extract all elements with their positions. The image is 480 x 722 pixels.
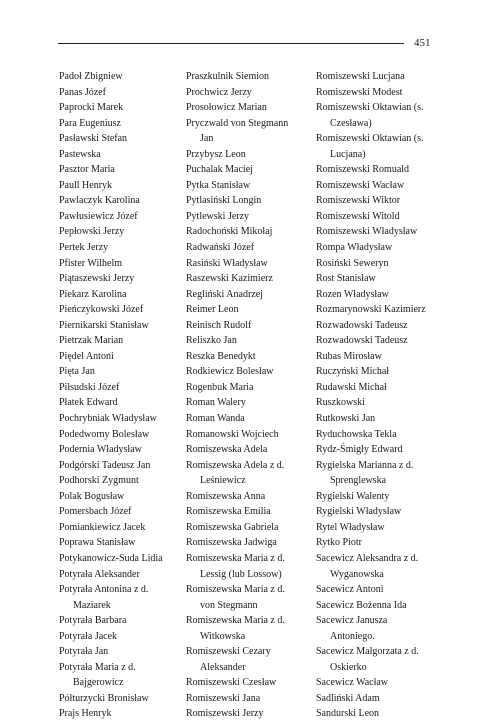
name-text: Rubas Mirosław	[316, 350, 382, 362]
name-text: Pieńczykowski Józef	[59, 304, 144, 316]
name-text: Romiszewski Oktawian (s.	[316, 102, 424, 114]
name-text: Romiszewski Witold	[316, 210, 400, 222]
name-entry	[186, 69, 324, 85]
name-entry	[186, 116, 324, 147]
name-entry	[186, 675, 324, 691]
name-text: Pawłusiewicz Józef	[59, 210, 138, 222]
name-text: Paull Henryk	[59, 179, 113, 191]
name-entry	[316, 302, 454, 318]
name-entry	[59, 535, 197, 551]
name-entry	[59, 100, 197, 116]
name-text: Rytel Władysław	[316, 521, 385, 533]
name-entry	[316, 193, 454, 209]
name-entry	[59, 271, 197, 287]
name-text: Radochoński Mikołaj	[186, 226, 273, 238]
name-text: Romiszewski Jerzy	[186, 708, 264, 720]
name-entry	[316, 178, 454, 194]
name-text: Pięta Jan	[59, 366, 95, 378]
name-continuation: Bajgerowicz	[73, 677, 124, 689]
name-entry	[59, 364, 197, 380]
name-text: Romiszewska Maria z d.	[186, 615, 285, 627]
name-entry	[59, 629, 197, 645]
name-text: Pawlaczyk Karolina	[59, 195, 140, 207]
name-entry	[186, 178, 324, 194]
name-text: Sacewicz Janusza	[316, 615, 388, 627]
name-text: Pasztor Maria	[59, 164, 115, 176]
name-text: Podgórski Tadeusz Jan	[59, 459, 151, 471]
name-text: Pytlewski Jerzy	[186, 210, 250, 222]
name-entry	[186, 147, 324, 163]
name-entry	[316, 489, 454, 505]
name-text: Poprawa Stanisław	[59, 537, 136, 549]
name-text: Rozen Władysław	[316, 288, 389, 300]
name-text: Rygielska Marianna z d.	[316, 459, 414, 471]
name-text: Romiszewska Emilia	[186, 506, 271, 518]
name-entry	[186, 380, 324, 396]
name-entry	[316, 691, 454, 707]
name-continuation: Antoniego.	[330, 630, 375, 642]
name-text: Ruczyński Michał	[316, 366, 390, 378]
name-text: Romiszewski Romuald	[316, 164, 410, 176]
name-entry	[316, 364, 454, 380]
name-text: Rozmarynowski Kazimierz	[316, 304, 426, 316]
name-entry	[59, 209, 197, 225]
name-text: Romiszewski Lucjana	[316, 71, 405, 82]
name-text: Rosiński Seweryn	[316, 257, 389, 269]
name-text: Podhorski Zygmunt	[59, 475, 139, 487]
name-text: Prochwicz Jerzy	[186, 86, 252, 98]
name-continuation: Lessig (lub Lossow)	[200, 568, 282, 580]
name-text: Padoł Zbigniew	[59, 71, 123, 82]
name-text: Piędel Antoni	[59, 350, 114, 362]
name-entry	[59, 567, 197, 583]
name-text: Panas Józef	[59, 86, 106, 98]
name-entry	[316, 535, 454, 551]
name-entry	[186, 504, 324, 520]
name-entry	[186, 193, 324, 209]
name-text: Potyrała Antonina z d.	[59, 584, 149, 596]
name-entry	[59, 349, 197, 365]
name-entry	[186, 551, 324, 582]
name-entry	[316, 131, 454, 162]
name-text: Przybysz Leon	[186, 148, 246, 160]
name-entry	[59, 116, 197, 132]
name-entry	[316, 209, 454, 225]
name-text: Rydz-Śmigły Edward	[316, 444, 403, 456]
name-text: Pochrybniak Władysław	[59, 413, 157, 425]
name-text: Potyrała Aleksander	[59, 568, 140, 580]
name-text: Sadliński Adam	[316, 692, 380, 704]
name-entry	[59, 411, 197, 427]
name-entry	[316, 598, 454, 614]
name-entry	[59, 395, 197, 411]
name-text: Romiszewski Modest	[316, 86, 403, 98]
name-text: Romiszewska Maria z d.	[186, 552, 285, 564]
name-text: Prosołowicz Marian	[186, 102, 267, 114]
name-text: Sacewicz Aleksandra z d.	[316, 552, 419, 564]
name-text: Reinisch Rudolf	[186, 319, 252, 331]
name-entry	[186, 411, 324, 427]
name-entry	[316, 380, 454, 396]
name-text: Reimer Leon	[186, 304, 239, 316]
name-text: Pomiankiewicz Jacek	[59, 521, 146, 533]
name-entry	[316, 349, 454, 365]
name-text: Romanowski Wojciech	[186, 428, 279, 440]
name-text: Rozwadowski Tadeusz	[316, 319, 408, 331]
name-entry	[59, 380, 197, 396]
name-entry	[186, 349, 324, 365]
name-entry	[59, 69, 197, 85]
name-entry	[186, 224, 324, 240]
name-text: Romiszewski Oktawian (s.	[316, 133, 424, 145]
name-entry	[186, 333, 324, 349]
name-entry	[59, 427, 197, 443]
name-text: Sacewicz Bożenna Ida	[316, 599, 407, 611]
name-text: Ruszkowski	[316, 397, 365, 409]
name-entry	[59, 442, 197, 458]
name-text: Rytko Piotr	[316, 537, 362, 549]
name-entry	[59, 240, 197, 256]
name-text: Rygielski Walenty	[316, 490, 390, 502]
name-text: Piernikarski Stanisław	[59, 319, 149, 331]
name-continuation: von Stegmann	[200, 599, 258, 611]
name-text: Pietrzak Marian	[59, 335, 124, 347]
name-column-2	[186, 69, 324, 722]
name-column-1	[59, 69, 197, 722]
name-entry	[316, 100, 454, 131]
name-entry	[59, 193, 197, 209]
name-text: Raszewski Kazimierz	[186, 273, 273, 285]
name-text: Polak Bogusław	[59, 490, 125, 502]
name-text: Pasławski Stefan	[59, 133, 128, 145]
name-entry	[186, 85, 324, 101]
name-entry	[59, 318, 197, 334]
name-entry	[59, 582, 197, 613]
name-entry	[186, 535, 324, 551]
name-entry	[186, 644, 324, 675]
name-entry	[186, 489, 324, 505]
name-entry	[316, 551, 454, 582]
name-entry	[59, 660, 197, 691]
name-text: Potyrała Jacek	[59, 630, 118, 642]
name-entry	[59, 333, 197, 349]
name-entry	[59, 691, 197, 707]
name-continuation: Wyganowska	[330, 568, 384, 580]
name-entry	[186, 427, 324, 443]
name-text: Rost Stanisław	[316, 273, 376, 285]
name-text: Pastewska	[59, 148, 101, 160]
name-text: Puchalak Maciej	[186, 164, 253, 176]
name-text: Rutkowski Jan	[316, 413, 376, 425]
name-entry	[59, 224, 197, 240]
name-text: Reliszko Jan	[186, 335, 237, 347]
name-text: Romiszewska Gabriela	[186, 521, 279, 533]
name-entry	[59, 473, 197, 489]
name-text: Podernia Władysław	[59, 444, 142, 456]
name-entry	[186, 318, 324, 334]
name-text: Praszkulnik Siemion	[186, 71, 270, 82]
name-text: Rompa Władysław	[316, 242, 393, 254]
name-entry	[186, 240, 324, 256]
name-entry	[59, 131, 197, 147]
name-text: Romiszewski Jana	[186, 692, 261, 704]
header-rule	[58, 43, 404, 44]
name-text: Romiszewska Maria z d.	[186, 584, 285, 596]
name-entry	[316, 706, 454, 722]
name-entry	[316, 504, 454, 520]
name-entry	[316, 85, 454, 101]
name-entry	[186, 442, 324, 458]
name-entry	[316, 318, 454, 334]
name-text: Roman Wanda	[186, 413, 245, 425]
name-entry	[186, 100, 324, 116]
name-text: Pytka Stanisław	[186, 179, 251, 191]
name-entry	[186, 271, 324, 287]
name-continuation: Sprenglewska	[330, 475, 387, 487]
name-text: Piłsudski Józef	[59, 381, 120, 393]
name-continuation: Czesława)	[330, 117, 372, 129]
name-entry	[316, 411, 454, 427]
name-entry	[59, 489, 197, 505]
name-entry	[186, 691, 324, 707]
name-text: Rudawski Michał	[316, 381, 387, 393]
name-entry	[59, 706, 197, 722]
name-entry	[316, 162, 454, 178]
name-continuation: Leśniewicz	[200, 475, 246, 487]
name-text: Potykanowicz-Suda Lidia	[59, 552, 163, 564]
name-entry	[59, 256, 197, 272]
name-text: Regliński Anadrzej	[186, 288, 263, 300]
name-text: Potyrała Maria z d.	[59, 661, 136, 673]
name-entry	[316, 69, 454, 85]
name-entry	[59, 613, 197, 629]
name-text: Pomersbach Józef	[59, 506, 132, 518]
name-text: Rygielski Władysław	[316, 506, 402, 518]
name-text: Podedworny Bolesław	[59, 428, 150, 440]
name-text: Pryczwald von Stegmann	[186, 117, 289, 129]
name-text: Potyrała Jan	[59, 646, 109, 658]
name-entry	[316, 287, 454, 303]
name-text: Sacewicz Małgorzata z d.	[316, 646, 419, 658]
name-text: Rodkiewicz Bolesław	[186, 366, 274, 378]
name-continuation: Aleksander	[200, 661, 246, 673]
name-entry	[316, 240, 454, 256]
name-entry	[186, 395, 324, 411]
name-entry	[316, 256, 454, 272]
name-entry	[186, 302, 324, 318]
name-text: Rasiński Władysław	[186, 257, 268, 269]
name-text: Romiszewski Wiktor	[316, 195, 401, 207]
name-entry	[59, 458, 197, 474]
name-text: Romiszewski Czesław	[186, 677, 277, 689]
name-text: Sacewicz Wacław	[316, 677, 389, 689]
name-entry	[186, 364, 324, 380]
name-text: Piątaszewski Jerzy	[59, 273, 135, 285]
name-entry	[316, 442, 454, 458]
name-text: Ryduchowska Tekla	[316, 428, 397, 440]
name-text: Płatek Edward	[59, 397, 118, 409]
name-entry	[59, 178, 197, 194]
name-entry	[316, 271, 454, 287]
name-entry	[59, 504, 197, 520]
name-entry	[186, 209, 324, 225]
name-entry	[59, 162, 197, 178]
name-text: Para Eugeniusz	[59, 117, 121, 129]
name-text: Prajs Henryk	[59, 708, 112, 720]
name-text: Reszka Benedykt	[186, 350, 256, 362]
name-text: Piekarz Karolina	[59, 288, 127, 300]
name-entry	[316, 613, 454, 644]
name-text: Rozwadowski Tadeusz	[316, 335, 408, 347]
name-entry	[59, 520, 197, 536]
name-entry	[59, 85, 197, 101]
name-text: Romiszewska Jadwiga	[186, 537, 277, 549]
name-continuation: Maziarek	[73, 599, 111, 611]
name-entry	[316, 427, 454, 443]
name-entry	[186, 520, 324, 536]
name-entry	[59, 302, 197, 318]
name-entry	[186, 458, 324, 489]
name-entry	[186, 582, 324, 613]
name-text: Romiszewski Wacław	[316, 179, 405, 191]
name-continuation: Lucjana)	[330, 148, 366, 160]
name-text: Pertek Jerzy	[59, 242, 109, 254]
name-entry	[59, 551, 197, 567]
name-text: Potyrała Barbara	[59, 615, 127, 627]
name-text: Półturzycki Bronisław	[59, 692, 149, 704]
name-text: Pytlasiński Longin	[186, 195, 262, 207]
name-text: Rogenbuk Maria	[186, 381, 254, 393]
name-entry	[186, 256, 324, 272]
name-text: Pepłowski Jerzy	[59, 226, 125, 238]
name-entry	[316, 395, 454, 411]
name-text: Radwański Józef	[186, 242, 255, 254]
name-entry	[186, 162, 324, 178]
name-text: Roman Walery	[186, 397, 246, 409]
name-entry	[59, 287, 197, 303]
name-entry	[316, 582, 454, 598]
name-entry	[316, 224, 454, 240]
name-text: Romiszewska Adela z d.	[186, 459, 285, 471]
name-text: Sandurski Leon	[316, 708, 380, 720]
name-text: Pfister Wilhelm	[59, 257, 123, 269]
name-text: Romiszewska Adela	[186, 444, 268, 456]
name-entry	[186, 613, 324, 644]
name-entry	[316, 675, 454, 691]
name-entry	[316, 458, 454, 489]
name-text: Romiszewski Władysław	[316, 226, 418, 238]
name-continuation: Jan	[200, 133, 214, 145]
name-entry	[186, 287, 324, 303]
name-text: Romiszewski Cezary	[186, 646, 271, 658]
name-text: Paprocki Marek	[59, 102, 124, 114]
name-entry	[316, 520, 454, 536]
name-entry	[316, 644, 454, 675]
name-entry	[316, 333, 454, 349]
name-entry	[59, 644, 197, 660]
name-entry	[186, 706, 324, 722]
name-column-3	[316, 69, 454, 722]
name-continuation: Oskierko	[330, 661, 367, 673]
name-continuation: Witkowska	[200, 630, 246, 642]
name-entry	[59, 147, 197, 163]
page-number: 451	[414, 37, 431, 49]
name-text: Sacewicz Antoni	[316, 584, 384, 596]
name-text: Romiszewska Anna	[186, 490, 266, 502]
